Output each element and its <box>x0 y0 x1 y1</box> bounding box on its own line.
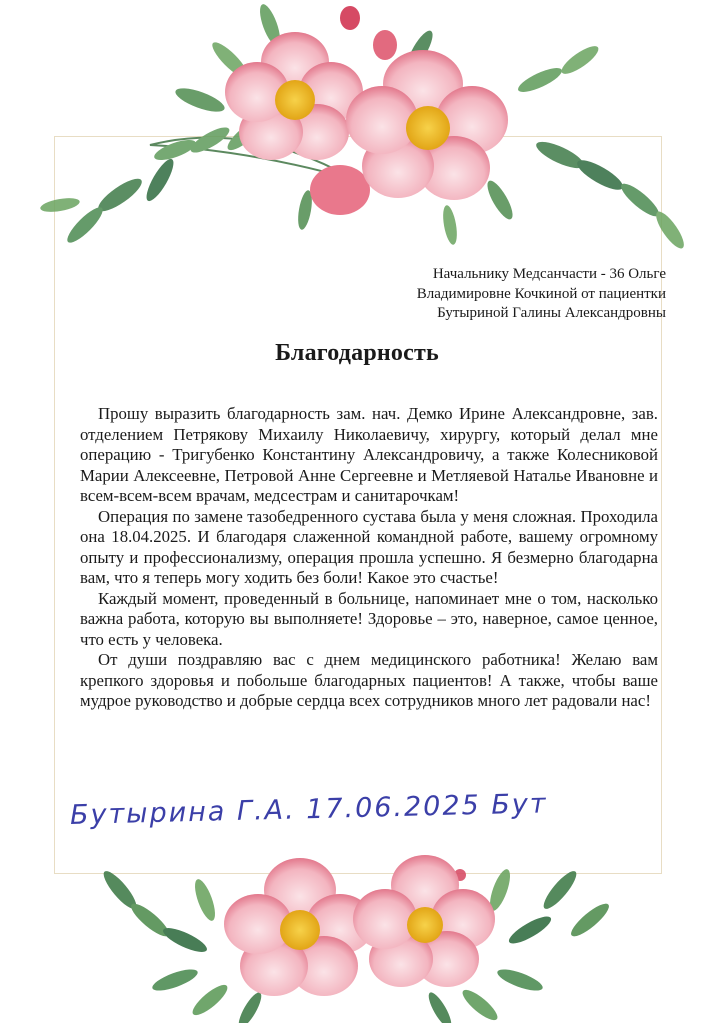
handwritten-signature: Бутырина Г.А. 17.06.2025 Бут <box>69 788 548 831</box>
recipient-line: Бутыриной Галины Александровны <box>437 305 666 321</box>
recipient-line: Владимировне Кочкиной от пациентки <box>416 285 666 302</box>
paragraph: От души поздравляю вас с днем медицинского работника! Желаю вам крепкого здоровья и побольше благодарных пациентов! А также, чтобы ваше мудрое руководство и добрые сердца всех сотрудников много лет радовали нас! <box>80 650 658 710</box>
floral-top-illustration <box>0 0 714 300</box>
paragraph: Каждый момент, проведенный в больнице, напоминает мне о том, насколько важна работа, которую вы выполняете! Здоровье – это, наверное, самое ценное, что есть у человека. <box>80 588 658 649</box>
recipient-line: Начальнику Медсанчасти - 36 Ольге <box>432 266 666 282</box>
document-title: Благодарность <box>275 340 439 366</box>
paragraph: Операция по замене тазобедренного сустава была у меня сложная. Проходила она 18.04.2025. И благодаря слаженной командной работе, вашему огромному опыту и профессионализму, операция прошла успешно. Я безмерно благодарна вам, что я теперь могу ходить без боли! Какое это счастье! <box>80 506 658 587</box>
recipient-address <box>336 265 666 324</box>
letter-body <box>80 404 658 712</box>
paragraph: Прошу выразить благодарность зам. нач. Демко Ирине Александровне, зав. отделением Петрякову Михаилу Николаевичу, хирургу, который делал мне операцию - Тригубенко Константину Александровичу, а также Колесниковой Марии Алексеевне, Петровой Анне Сергеевне и Метляевой Наталье Ивановне и всем-всем-всем врачам, медсестрам и санитарочкам! <box>80 404 658 505</box>
floral-bottom-illustration <box>0 830 714 1023</box>
